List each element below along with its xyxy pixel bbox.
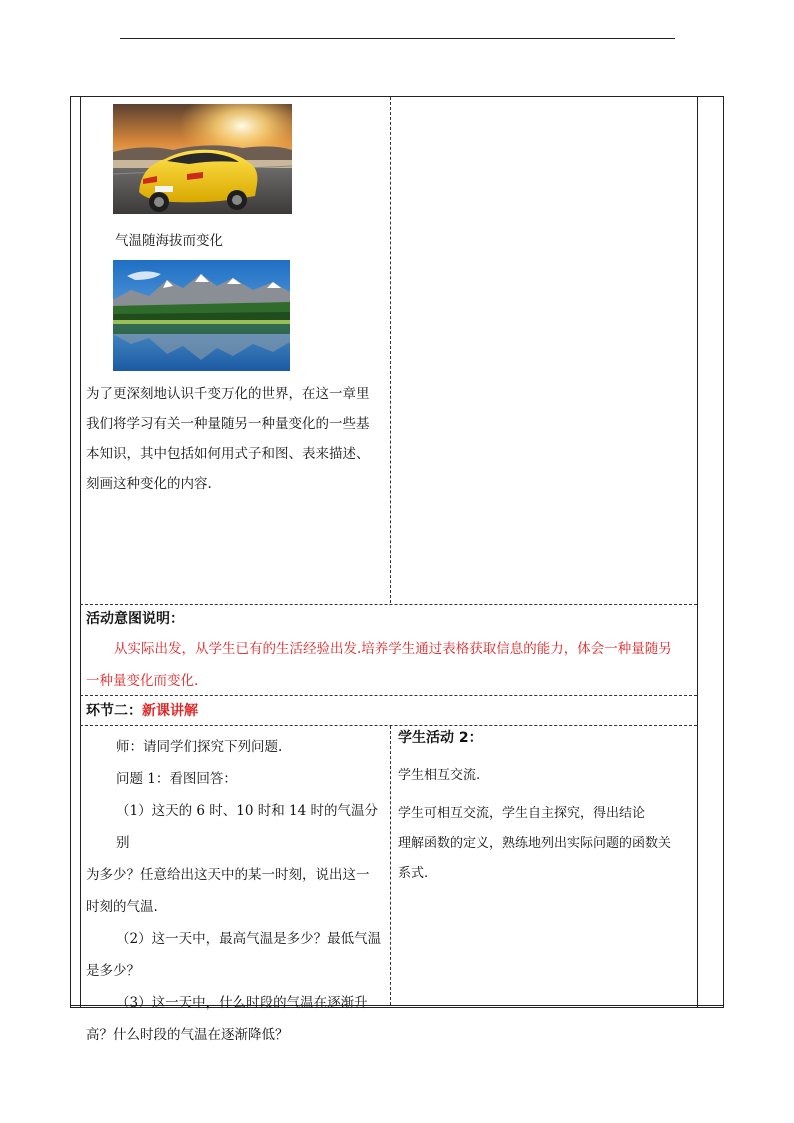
altitude-caption: 气温随海拔而变化 <box>115 233 223 249</box>
teacher-line-5: 时刻的气温. <box>86 899 158 915</box>
section2-heading <box>86 700 198 720</box>
row-divider-3 <box>80 725 697 726</box>
row1-column-divider <box>390 97 391 603</box>
car-sunset-photo <box>113 104 292 214</box>
header-rule <box>120 38 675 39</box>
teacher-line-9: 高？什么时段的气温在逐渐降低？ <box>86 1027 289 1043</box>
table-frame-left-inner <box>80 96 81 1008</box>
mountain-lake-photo <box>113 260 290 371</box>
student-column <box>398 727 694 889</box>
section2-label: 环节二： <box>86 703 142 719</box>
section2-red-label: 新课讲解 <box>142 703 198 719</box>
teacher-line-7: 是多少？ <box>86 963 140 979</box>
intro-paragraph <box>86 379 386 499</box>
intro-line-2: 我们将学习有关一种量随另一种量变化的一些基 <box>86 416 370 432</box>
student-line-2: 学生可相互交流，学生自主探究，得出结论 <box>398 806 646 821</box>
row-divider-1 <box>80 604 697 605</box>
teacher-line-3: （1）这天的 6 时、10 时和 14 时的气温分别 <box>116 803 378 851</box>
teacher-line-8: （3）这一天中，什么时段的气温在逐渐升 <box>116 995 368 1011</box>
intent-line-2: 一种量变化而变化. <box>86 673 199 689</box>
intro-line-1: 为了更深刻地认识千变万化的世界，在这一章里 <box>86 386 370 402</box>
student-line-4: 系式. <box>398 866 429 881</box>
student-line-1: 学生相互交流. <box>398 768 481 783</box>
intro-line-4: 刻画这种变化的内容. <box>86 476 212 492</box>
student-activity-title: 学生活动 2： <box>398 730 483 746</box>
teacher-line-4: 为多少？任意给出这天中的某一时刻，说出这一 <box>86 867 370 883</box>
table-frame-right-inner <box>697 96 698 1008</box>
teacher-line-6: （2）这一天中，最高气温是多少？最低气温 <box>116 931 382 947</box>
student-line-3: 理解函数的定义，熟练地列出实际问题的函数关 <box>398 836 672 851</box>
intro-line-3: 本知识，其中包括如何用式子和图、表来描述、 <box>86 446 370 462</box>
teacher-column <box>86 731 386 1051</box>
teacher-line-2: 问题 1：看图回答： <box>116 771 237 787</box>
row4-column-divider <box>390 726 391 1005</box>
intent-title: 活动意图说明： <box>86 611 184 627</box>
intent-line-1: 从实际出发，从学生已有的生活经验出发.培养学生通过表格获取信息的能力，体会一种量随另 <box>114 641 672 657</box>
teacher-line-1: 师：请同学们探究下列问题. <box>116 739 283 755</box>
